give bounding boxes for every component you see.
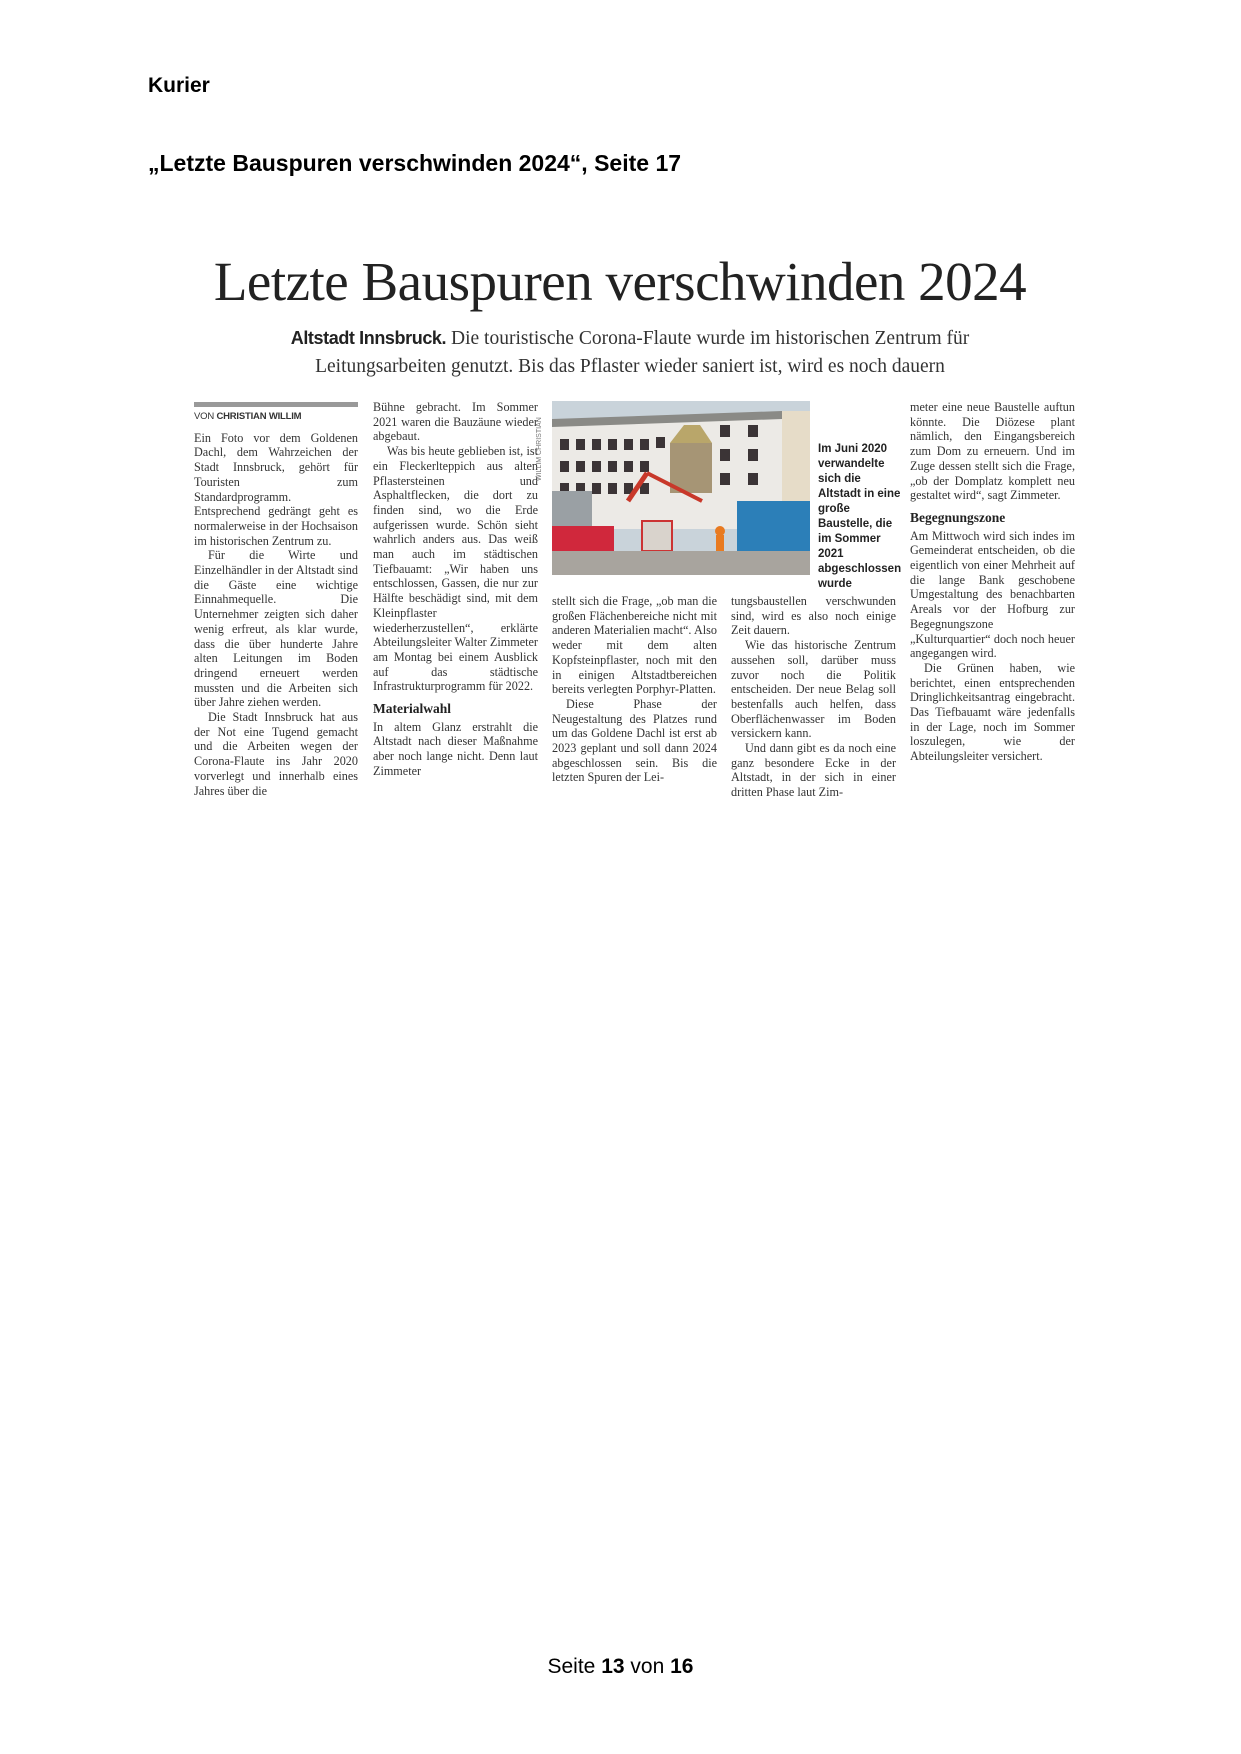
paragraph: Bühne gebracht. Im Sommer 2021 waren die Bauzäune wieder abgebaut. xyxy=(373,400,538,444)
paragraph: Wie das historische Zentrum aussehen soll, darüber muss zuvor noch die Politik entscheiden. Der neue Belag soll bestenfalls auch helfen, dass Oberflächenwasser im Boden versickern kann. xyxy=(731,638,896,741)
page-prefix: Seite xyxy=(547,1655,596,1678)
byline xyxy=(194,410,358,425)
article-photo xyxy=(552,401,810,575)
paragraph: In altem Glanz erstrahlt die Altstadt nach dieser Maßnahme aber noch lange nicht. Denn laut Zimmeter xyxy=(373,719,538,778)
paragraph: stellt sich die Frage, „ob man die großen Flächenbereiche nicht mit anderen Materialien macht“. Also weder mit dem alten Kopfsteinpflaster, noch mit den in einigen Altstadtbereichen bereits verlegten Porphyr-Platten. xyxy=(552,594,717,697)
column-5 xyxy=(910,400,1075,764)
paragraph: Diese Phase der Neugestaltung des Platzes rund um das Goldene Dachl ist erst ab 2023 geplant und soll dann 2024 abgeschlossen sein. Bis die letzten Spuren der Lei- xyxy=(552,696,717,785)
paragraph: Und dann gibt es da noch eine ganz besondere Ecke in der Altstadt, in der sich in einer dritten Phase laut Zim- xyxy=(731,741,896,800)
current-page: 13 xyxy=(601,1655,625,1678)
article-reference: „Letzte Bauspuren verschwinden 2024“, Seite 17 xyxy=(148,150,682,176)
paragraph: meter eine neue Baustelle auftun könnte. Die Diözese plant nämlich, den Eingangsbereich zum Dom zu erneuern. Und im Zuge dessen stellt sich die Frage, „ob der Domplatz komplett neu gestaltet wird“, sagt Zimmeter. xyxy=(910,400,1075,503)
column-2 xyxy=(373,400,538,779)
construction-photo-illustration xyxy=(552,401,810,575)
deck-text: Die touristische Corona-Flaute wurde im historischen Zentrum für Leitungsarbeiten genutzt. Bis das Pflaster wieder saniert ist, wird es noch dauern xyxy=(315,328,970,377)
byline-name: CHRISTIAN WILLIM xyxy=(216,411,302,422)
subhead-begegnungszone: Begegnungszone xyxy=(910,509,1006,525)
deck xyxy=(230,324,1030,381)
deck-lead: Altstadt Innsbruck. xyxy=(290,328,447,348)
paragraph: Was bis heute geblieben ist, ist ein Fleckerlteppich aus alten Pflastersteinen und Asphaltflecken, die dort zu finden sind, wo die Erde aufgerissen wurde. Schön sieht wahrlich anders aus. Das weiß man auch im städtischen Tiefbauamt: „Wir haben uns entschlossen, Gassen, die nur zur Hälfte beschädigt sind, mit dem Kleinpflaster wiederherzustellen“, erklärte Abteilungsleiter Walter Zimmeter am Montag bei einem Ausblick auf das städtische Infrastrukturprogramm für 2022. xyxy=(373,444,538,694)
column-1 xyxy=(194,402,358,798)
column-3 xyxy=(552,594,717,785)
headline: Letzte Bauspuren verschwinden 2024 xyxy=(213,251,1027,312)
photo-caption: Im Juni 2020 verwandelte sich die Altstadt in eine große Baustelle, die im Sommer 2021 abgeschlossen wurde xyxy=(818,443,902,590)
publication-name: Kurier xyxy=(148,74,210,97)
byline-rule xyxy=(194,402,358,407)
photo-credit: WILLIM CHRISTIAN xyxy=(536,417,543,481)
paragraph: Die Stadt Innsbruck hat aus der Not eine Tugend gemacht und die Arbeiten wegen der Corona-Flaute ins Jahr 2020 vorverlegt und innerhalb eines Jahres über die xyxy=(194,710,358,798)
subhead-materialwahl: Materialwahl xyxy=(373,701,451,717)
page-of: von xyxy=(630,1655,665,1678)
paragraph: Ein Foto vor dem Goldenen Dachl, dem Wahrzeichen der Stadt Innsbruck, gehört für Touristen zum Standardprogramm. Entsprechend gedrängt geht es normalerweise in der Hochsaison im historischen Zentrum zu. xyxy=(194,430,358,548)
paragraph: Für die Wirte und Einzelhändler in der Altstadt sind die Gäste eine wichtige Einnahmequelle. Die Unternehmer zeigten sich daher wenig erfreut, als klar wurde, dass die über hunderte Jahre alten Leitungen im Boden dringend erneuert werden mussten und die Arbeiten sich über Jahre ziehen werden. xyxy=(194,548,358,710)
column-4 xyxy=(731,594,896,800)
paragraph: Die Grünen haben, wie berichtet, einen entsprechenden Dringlichkeitsantrag eingebracht. Das Tiefbauamt wäre jedenfalls in der Lage, noch im Sommer loszulegen, wie der Abteilungsleiter versichert. xyxy=(910,660,1075,764)
paragraph: tungsbaustellen verschwunden sind, wird es also noch einige Zeit dauern. xyxy=(731,594,896,638)
paragraph: Am Mittwoch wird sich indes im Gemeinderat entscheiden, ob die eigentlich von einer Mehrheit auf die lange Bank geschobene Umgestaltung des benachbarten Areals vor der Hofburg zur Begegnungszone „Kulturquartier“ doch noch heuer angegangen wird. xyxy=(910,528,1075,661)
page-number xyxy=(0,1655,1241,1679)
total-pages: 16 xyxy=(670,1655,694,1678)
byline-prefix: VON xyxy=(194,411,214,422)
